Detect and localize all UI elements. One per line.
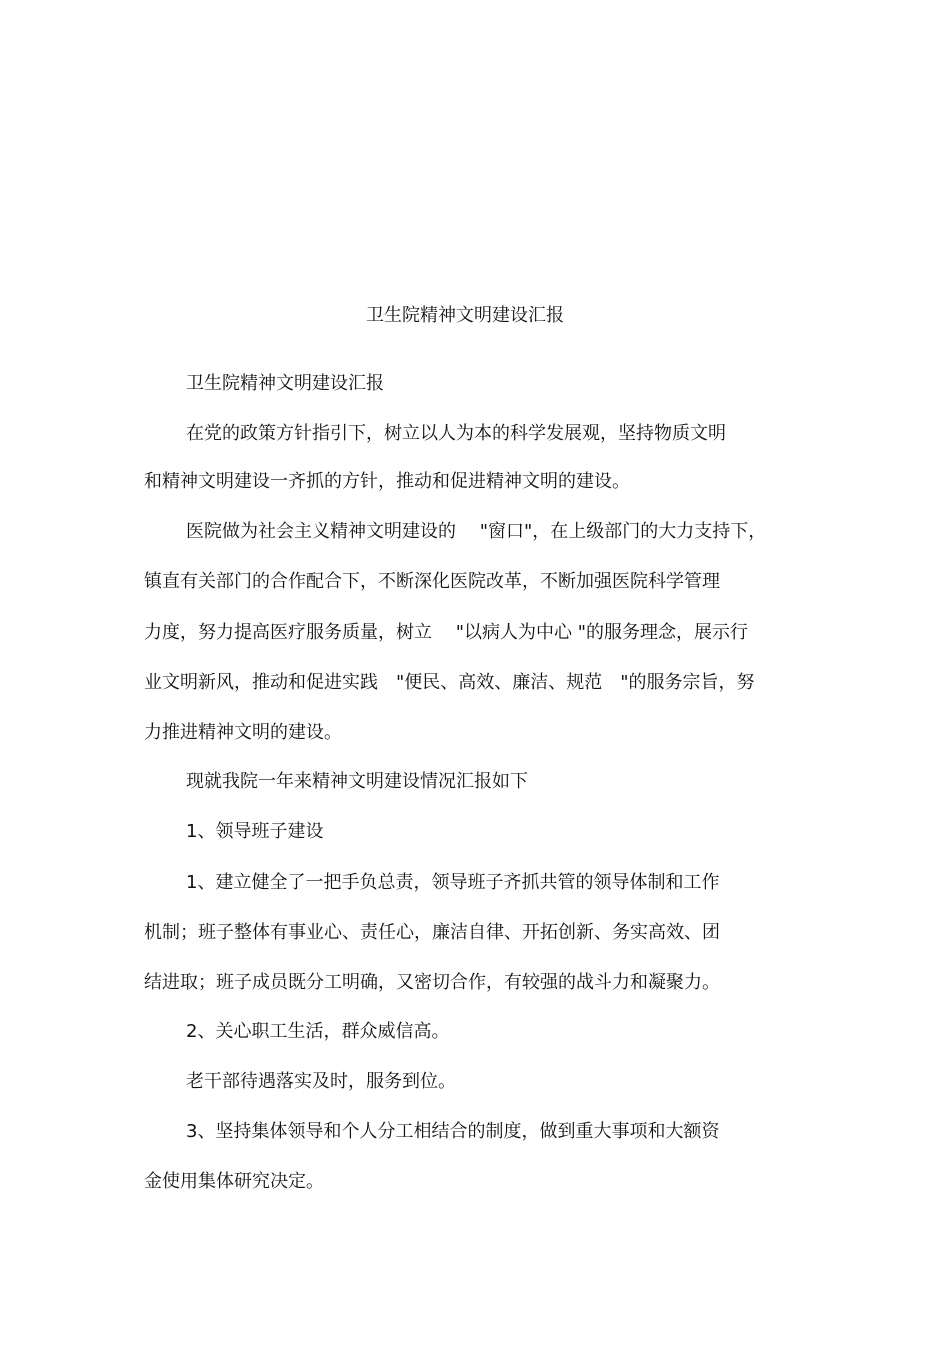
paragraph-line: 现就我院一年来精神文明建设情况汇报如下 xyxy=(186,771,528,792)
paragraph-line: 机制；班子整体有事业心、责任心，廉洁自律、开拓创新、务实高效、团 xyxy=(144,922,720,943)
paragraph-line: 力推进精神文明的建设。 xyxy=(144,722,342,743)
paragraph-subtitle: 卫生院精神文明建设汇报 xyxy=(186,373,384,394)
section-heading: 1、领导班子建设 xyxy=(186,821,324,842)
paragraph-line: 金使用集体研究决定。 xyxy=(144,1171,324,1192)
paragraph-line: 3、坚持集体领导和个人分工相结合的制度，做到重大事项和大额资 xyxy=(186,1121,720,1142)
paragraph-line: 在党的政策方针指引下，树立以人为本的科学发展观，坚持物质文明 xyxy=(186,423,726,444)
paragraph-line: 镇直有关部门的合作配合下，不断深化医院改革，不断加强医院科学管理 xyxy=(144,571,720,592)
paragraph-line: 和精神文明建设一齐抓的方针，推动和促进精神文明的建设。 xyxy=(144,471,630,492)
paragraph-line: 业文明新风，推动和促进实践 "便民、高效、廉洁、规范 "的服务宗旨，努 xyxy=(144,672,755,693)
paragraph-line: 老干部待遇落实及时，服务到位。 xyxy=(186,1071,456,1092)
paragraph-line: 2、关心职工生活，群众威信高。 xyxy=(186,1021,450,1042)
paragraph-line: 医院做为社会主义精神文明建设的 "窗口"，在上级部门的大力支持下， xyxy=(186,521,767,542)
paragraph-line: 力度，努力提高医疗服务质量，树立 "以病人为中心 "的服务理念，展示行 xyxy=(144,622,748,643)
page-title: 卫生院精神文明建设汇报 xyxy=(366,305,564,326)
paragraph-line: 1、建立健全了一把手负总责，领导班子齐抓共管的领导体制和工作 xyxy=(186,872,720,893)
paragraph-line: 结进取；班子成员既分工明确，又密切合作，有较强的战斗力和凝聚力。 xyxy=(144,972,720,993)
